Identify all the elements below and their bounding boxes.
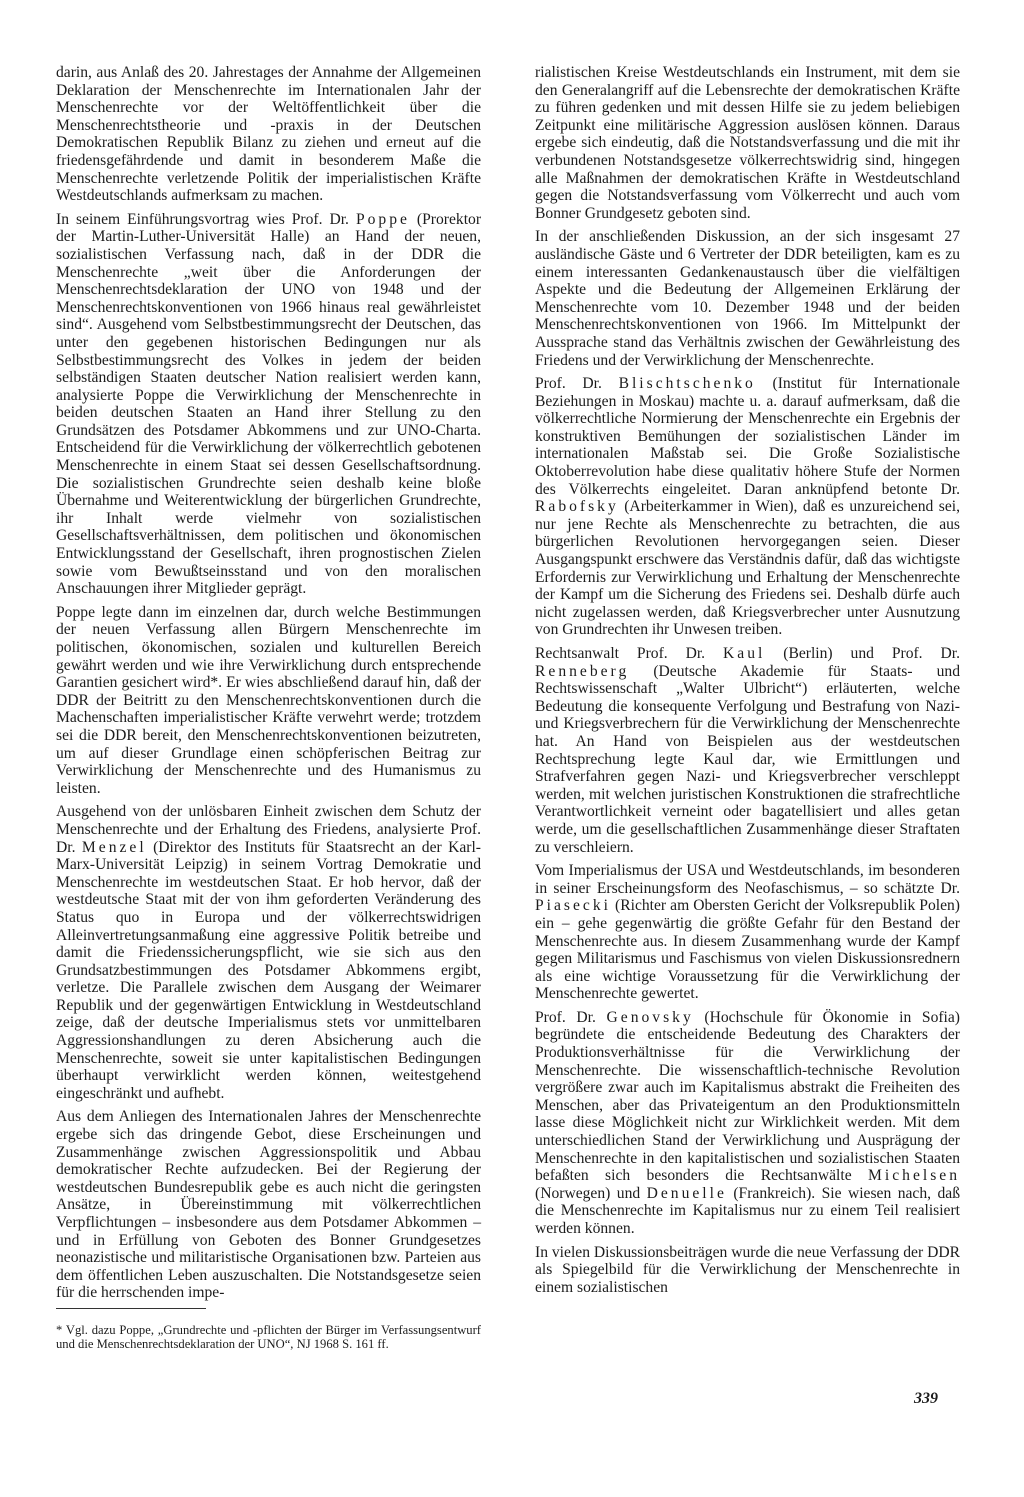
person-name: Poppe <box>355 210 410 228</box>
paragraph: Poppe legte dann im einzelnen dar, durch welche Bestimmungen der neuen Verfassung allen Bürgern Menschenrechte im politischen, ökonomischen, sozialen und kulturellen Bereich gewährt werden und wie ihre Verwirklichung durch entsprechende Garantien gesichert wird*. Er wies abschließend darauf hin, daß der DDR der Beitritt zu den Menschenrechtskonventionen durch die Machenschaften imperialistischer Kräfte verwehrt werde; trotzdem sei die DDR bereit, den Menschenrechtskonventionen beizutreten, um auf dieser Grundlage einen schöpferischen Beitrag zur Verwirklichung der Menschenrechte und des Humanismus zu leisten. <box>56 603 481 797</box>
footnote-divider <box>56 1308 206 1309</box>
person-name: Kaul <box>723 645 766 662</box>
paragraph: Aus dem Anliegen des Internationalen Jahres der Menschenrechte ergebe sich das dringende Gebot, diese Erscheinungen und Zusammenhänge zwischen Aggressionspolitik und Abbau demokratischer Rechte aufzudecken. Bei der Regierung der westdeutschen Bundesrepublik gebe es auch nicht die geringsten Ansätze, in Übereinstimmung mit völkerrechtlichen Verpflichtungen – insbesondere aus dem Potsdamer Abkommen – und in Erfüllung von Geboten des Bonner Grundgesetzes neonazistische und militaristische Organisationen bzw. Parteien aus dem öffentlichen Leben auszuschalten. Die Notstandsgesetze seien für die herrschenden impe- <box>56 1108 481 1302</box>
text: (Deutsche Akademie für Staats- und Rechtswissenschaft „Walter Ulbricht“) erläuterten, welche Bedeutung die konsequente Verfolgung und Bestrafung von Nazi- und Kriegsverbrechern für die Verwirklichung der Menschenrechte hat. An Hand von Beispielen aus der westdeutschen Rechtsprechung legte Kaul dar, wie Ermittlungen und Strafverfahren gegen Nazi- und Kriegsverbrecher verschleppt werden, mit welchen juristischen Konstruktionen die strafrechtliche Verantwortlichkeit verneint oder bagatellisiert und alles getan werde, um die gesellschaftlichen Zusammenhänge dieser Straftaten zu verschleiern. <box>535 662 960 856</box>
paragraph <box>535 375 960 639</box>
person-name: Piasecki <box>535 897 611 915</box>
paragraph <box>535 862 960 1003</box>
text: (Arbeiterkammer in Wien), daß es unzureichend sei, nur jene Rechte als Menschenrechte zu betrachten, die aus bürgerlichen Revolutionen hervorgegangen seien. Dieser Ausgangspunkt erschwere das Verständnis dafür, daß das wichtigste Erfordernis zur Verwirklichung und Erhaltung der Menschenrechte der Kampf um die Sicherung des Friedens sei. Deshalb dürfe auch nicht zugelassen werden, daß Kriegsverbrecher unter Ausnutzung von Grundrechten ihr Unwesen treiben. <box>535 498 960 639</box>
paragraph <box>56 211 481 598</box>
person-name: Rabofsky <box>535 498 619 516</box>
text: In seinem Einführungsvortrag wies Prof. Dr. <box>56 210 349 228</box>
person-name: Blischtschenko <box>618 375 756 393</box>
person-name: Michelsen <box>868 1167 961 1185</box>
text: (Richter am Obersten Gericht der Volksrepublik Polen) ein – gehe gegenwärtig die größte Gefahr für den Bestand der Menschenrechte aus. In diesem Zusammenhang wurde der Kampf gegen Militarismus und Faschismus von vielen Diskussionsrednern als eine wichtige Voraussetzung für die Verwirklichung der Menschenrechte gewertet. <box>535 897 960 1003</box>
paragraph <box>535 1009 960 1238</box>
person-name: Menzel <box>81 838 147 856</box>
text: (Hochschule für Ökonomie in Sofia) begründete die entscheidende Bedeutung des Charakters der Produktionsverhältnisse für die Verwirklichung der Menschenrechte. Die wissenschaftlich-technische Revolution vergrößere zwar auch im Kapitalismus abstrakt die Freiheiten des Menschen, aber das Privateigentum an den Produktionsmitteln lasse diese Möglichkeit nicht zur Wirklichkeit werden. Mit dem unterschiedlichen Stand der Verwirklichung und Ausprägung der Menschenrechte in den kapitalistischen und sozialistischen Staaten befaßten sich besonders die Rechtsanwälte <box>535 1008 961 1185</box>
text: Prof. Dr. <box>535 375 602 393</box>
paragraph: In der anschließenden Diskussion, an der sich insgesamt 27 ausländische Gäste und 6 Vertreter der DDR beteiligten, kam es zu einem interessanten Gedankenaustausch über die vielfältigen Aspekte und die Bedeutung der Allgemeinen Erklärung der Menschenrechte vom 10. Dezember 1948 und der beiden Menschenrechtskonventionen von 1966. Im Mittelpunkt der Aussprache stand das Verhältnis zwischen der Gewährleistung des Friedens und der Verwirklichung der Menschenrechte. <box>535 228 960 369</box>
paragraph: In vielen Diskussionsbeiträgen wurde die neue Verfassung der DDR als Spiegelbild für die Verwirklichung der Menschenrechte in einem sozialistischen <box>535 1243 960 1296</box>
text: (Prorektor der Martin-Luther-Universität Halle) an Hand der neuen, sozialistischen Verfassung nach, daß in der DDR die Menschenrechte „weit über die Anforderungen der Menschenrechtsdeklaration der UNO von 1948 und der Menschenrechtskonventionen von 1966 hinaus real gewährleistet sind“. Ausgehend vom Selbstbestimmungsrecht der Deutschen, das unter den gegebenen historischen Bedingungen nur als Selbstbestimmungsrecht des Volkes in jedem der beiden selbständigen Staaten deutscher Nation realisiert werden kann, analysierte Poppe die Verwirklichung der Menschenrechte in beiden deutschen Staaten an Hand ihrer Stellung zu den Grundsätzen des Potsdamer Abkommens und zur UNO-Charta. Entscheidend für die Verwirklichung der völkerrechtlich gebotenen Menschenrechte in einem Staat sei dessen Gesellschaftsordnung. Die sozialistischen Grundrechte seien deshalb keine bloße Übernahme und Weiterentwicklung der bürgerlichen Grundrechte, ihr Inhalt werde vielmehr von sozialistischen Gesellschaftsverhältnissen, dem politischen und ökonomischen Entwicklungsstand der Gesellschaft, ihren prognostischen Zielen sowie vom Bewußtseinsstand und von den moralischen Anschauungen ihrer Mitglieder geprägt. <box>56 210 482 598</box>
text: Ausgehend von der unlösbaren Einheit zwischen dem Schutz der Menschenrechte und der Erhaltung des Friedens, analysierte Prof. Dr. <box>56 803 481 856</box>
text: Rechtsanwalt Prof. Dr. <box>535 645 706 662</box>
left-column <box>56 64 481 1351</box>
paragraph <box>56 803 481 1102</box>
right-column <box>535 64 960 1302</box>
paragraph <box>535 645 960 856</box>
text: (Institut für Internationale Beziehungen in Moskau) machte u. a. darauf aufmerksam, daß die völkerrechtliche Normierung der Menschenrechte ein Ergebnis der konstruktiven Bemühungen der sozialistischen Länder im internationalen Maßstab sei. Die Große Sozialistische Oktoberrevolution habe diese qualitativ höhere Stufe der Normen des Völkerrechts eingeleitet. Daran anknüpfend betonte Dr. <box>535 375 960 498</box>
text: (Norwegen) und <box>535 1184 641 1202</box>
text: Vom Imperialismus der USA und Westdeutschlands, im besonderen in seiner Erscheinungsform des Neofaschismus, – so schätzte Dr. <box>535 862 960 897</box>
page <box>56 64 960 1444</box>
text: (Berlin) und Prof. Dr. <box>783 645 960 662</box>
person-name: Denuelle <box>646 1184 727 1202</box>
text: (Frankreich). Sie wiesen nach, daß die Menschenrechte im Kapitalismus nur zu einem Teil realisiert werden können. <box>535 1184 960 1237</box>
person-name: Genovsky <box>606 1008 694 1026</box>
text: Prof. Dr. <box>535 1008 596 1026</box>
text: (Direktor des Instituts für Staatsrecht an der Karl-Marx-Universität Leipzig) in seinem Vortrag Demokratie und Menschenrechte im westdeutschen Staat. Er hob hervor, daß der westdeutsche Staat mit der von ihm geforderten Veränderung des Status quo in Europa und der völkerrechtswidrigen Alleinvertretungsanmaßung eine aggressive Politik betreibe und damit die Friedenssicherungspflicht, wie sie sich aus den Grundsatzbestimmungen des Potsdamer Abkommens ergibt, verletze. Die Parallele zwischen dem Ausgang der Weimarer Republik und der gegenwärtigen Entwicklung in Westdeutschland zeige, daß der deutsche Imperialismus stets vor unmittelbaren Aggressionshandlungen zu deren Absicherung auch die Menschenrechte, soweit sie unter kapitalistischen Bedingungen überhaupt verwirklicht werden können, weitestgehend eingeschränkt und aufhebt. <box>56 838 482 1102</box>
person-name: Renneberg <box>535 662 630 680</box>
footnote: * Vgl. dazu Poppe, „Grundrechte und -pflichten der Bürger im Verfassungsentwurf und die Menschenrechtsdeklaration der UNO“, NJ 1968 S. 161 ff. <box>56 1322 481 1351</box>
paragraph: rialistischen Kreise Westdeutschlands ein Instrument, mit dem sie den Generalangriff auf die Lebensrechte der demokratischen Kräfte zu führen gedenken und mit dessen Hilfe sie zu jedem beliebigen Zeitpunkt eine militärische Aggression auslösen können. Daraus ergebe sich eindeutig, daß die Notstandsverfassung und die mit ihr verbundenen Notstandsgesetze völkerrechtswidrig sind, hingegen alle Maßnahmen der demokratischen Kräfte in Westdeutschland gegen die Notstandsverfassung vom Völkerrecht und auch vom Bonner Grundgesetz geboten sind. <box>535 64 960 222</box>
page-number: 339 <box>914 1390 938 1407</box>
paragraph: darin, aus Anlaß des 20. Jahrestages der Annahme der Allgemeinen Deklaration der Menschenrechte im Internationalen Jahr der Menschenrechte vor der Weltöffentlichkeit über die Menschenrechtstheorie und -praxis in der Deutschen Demokratischen Republik Bilanz zu ziehen und erneut auf die friedensgefährdende und damit in besonderem Maße die Menschenrechte verletzende Politik der imperialistischen Kräfte Westdeutschlands aufmerksam zu machen. <box>56 64 481 205</box>
